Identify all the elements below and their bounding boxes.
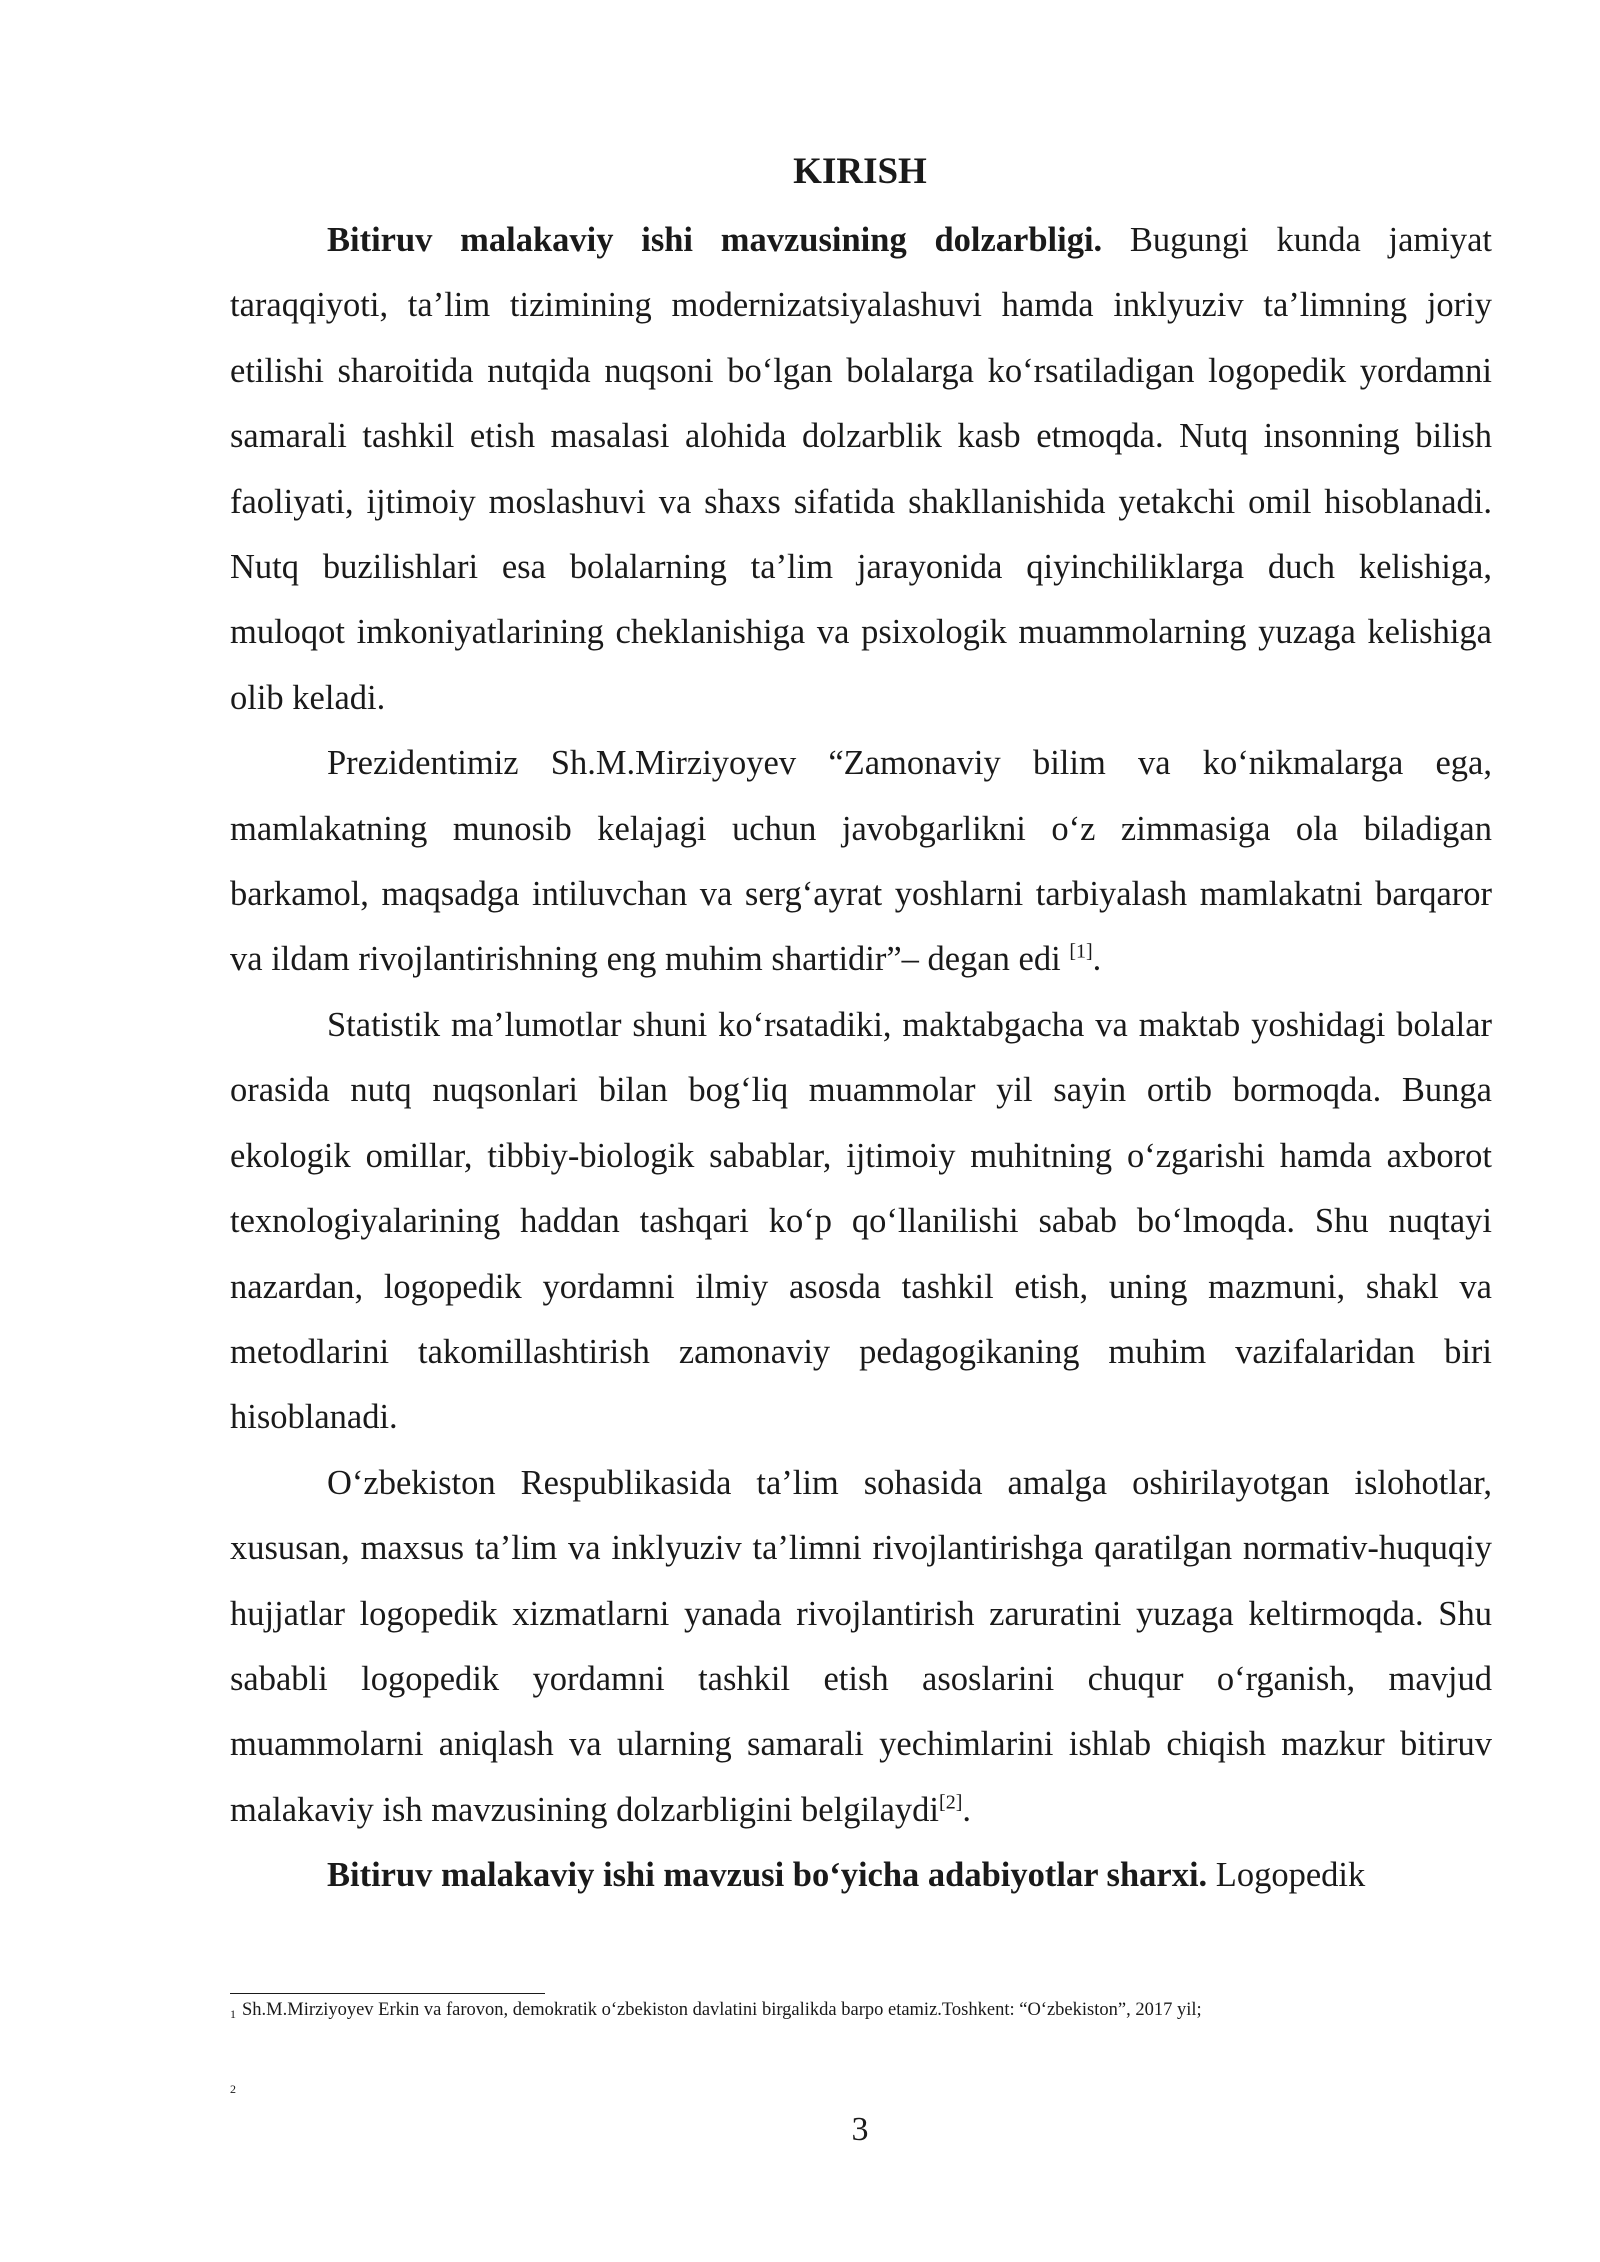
paragraph-literature-review — [230, 1843, 1492, 1908]
paragraph-reforms — [230, 1451, 1492, 1843]
paragraph-text: Prezidentimiz Sh.M.Mirziyoyev “Zamonaviy bilim va ko‘nikmalarga ega, mamlakatning munosib kelajagi uchun javobgarlikni o‘z zimmasiga ola biladigan barkamol, maqsadga intiluvchan va serg‘ayrat yoshlarni tarbiyalash mamlakatni barqaror va ildam rivojlantirishning eng muhim shartidir”– degan edi — [230, 744, 1492, 979]
paragraph-tail: . — [1092, 940, 1102, 979]
footnote-mark: 1 — [230, 2007, 236, 2021]
paragraph-text: Statistik ma’lumotlar shuni ko‘rsatadiki, maktabgacha va maktab yoshidagi bolalar orasida nutq nuqsonlari bilan bog‘liq muammolar yil sayin ortib bormoqda. Bunga ekologik omillar, tibbiy-biologik sabablar, ijtimoiy muhitning o‘zgarishi hamda axborot texnologiyalarining haddan tashqari ko‘p qo‘llanilishi sabab bo‘lmoqda. Shu nuqtayi nazardan, logopedik yordamni ilmiy asosda tashkil etish, uning mazmuni, shakl va metodlarini takomillashtirish zamonaviy pedagogikaning muhim vazifalaridan biri hisoblanadi. — [230, 1005, 1492, 1437]
reference-marker[interactable]: [1] — [1069, 940, 1093, 963]
paragraph-statistics — [230, 993, 1492, 1451]
paragraph-text: Bugungi kunda jamiyat taraqqiyoti, ta’lim tizimining modernizatsiyalashuvi hamda inklyuziv ta’limning joriy etilishi sharoitida nutqida nuqsoni bo‘lgan bolalarga ko‘rsatiladigan logopedik yordamni samarali tashkil etish masalasi alohida dolzarblik kasb etmoqda. Nutq insonning bilish faoliyati, ijtimoiy moslashuvi va shaxs sifatida shakllanishida yetakchi omil hisoblanadi. Nutq buzilishlari esa bolalarning ta’lim jarayonida qiyinchiliklarga duch kelishiga, muloqot imkoniyatlarining cheklanishiga va psixologik muammolarning yuzaga kelishiga olib keladi. — [230, 221, 1492, 717]
paragraph-lead-heading: Bitiruv malakaviy ishi mavzusi bo‘yicha adabiyotlar sharxi. — [327, 1856, 1208, 1895]
paragraph-text: Logopedik — [1207, 1856, 1366, 1895]
footnote-text: Sh.M.Mirziyoyev Erkin va farovon, demokratik o‘zbekiston davlatini birgalikda barpo etamiz.Toshkent: “O‘zbekiston”, 2017 yil; — [242, 2000, 1202, 2020]
footnote-1 — [230, 1998, 1202, 2026]
footnote-divider — [230, 1993, 545, 1994]
paragraph-lead-heading: Bitiruv malakaviy ishi mavzusining dolzarbligi. — [327, 221, 1103, 259]
reference-marker[interactable]: [2] — [939, 1791, 963, 1814]
paragraph-relevance — [230, 208, 1492, 731]
paragraph-president-quote — [230, 731, 1492, 993]
footnote-2 — [230, 2073, 242, 2101]
page-title: KIRISH — [793, 151, 927, 192]
page-number: 3 — [851, 2111, 869, 2148]
paragraph-text: O‘zbekiston Respublikasida ta’lim sohasida amalga oshirilayotgan islohotlar, xususan, maxsus ta’lim va inklyuziv ta’limni rivojlantirishga qaratilgan normativ-huquqiy hujjatlar logopedik xizmatlarni yanada rivojlantirish zaruratini yuzaga keltirmoqda. Shu sababli logopedik yordamni tashkil etish asoslarini chuqur o‘rganish, mavjud muammolarni aniqlash va ularning samarali yechimlarini ishlab chiqish mazkur bitiruv malakaviy ish mavzusining dolzarbligini belgilaydi — [230, 1463, 1492, 1829]
body-text — [230, 208, 1492, 1909]
footnote-mark: 2 — [230, 2082, 236, 2096]
paragraph-tail: . — [962, 1790, 971, 1829]
